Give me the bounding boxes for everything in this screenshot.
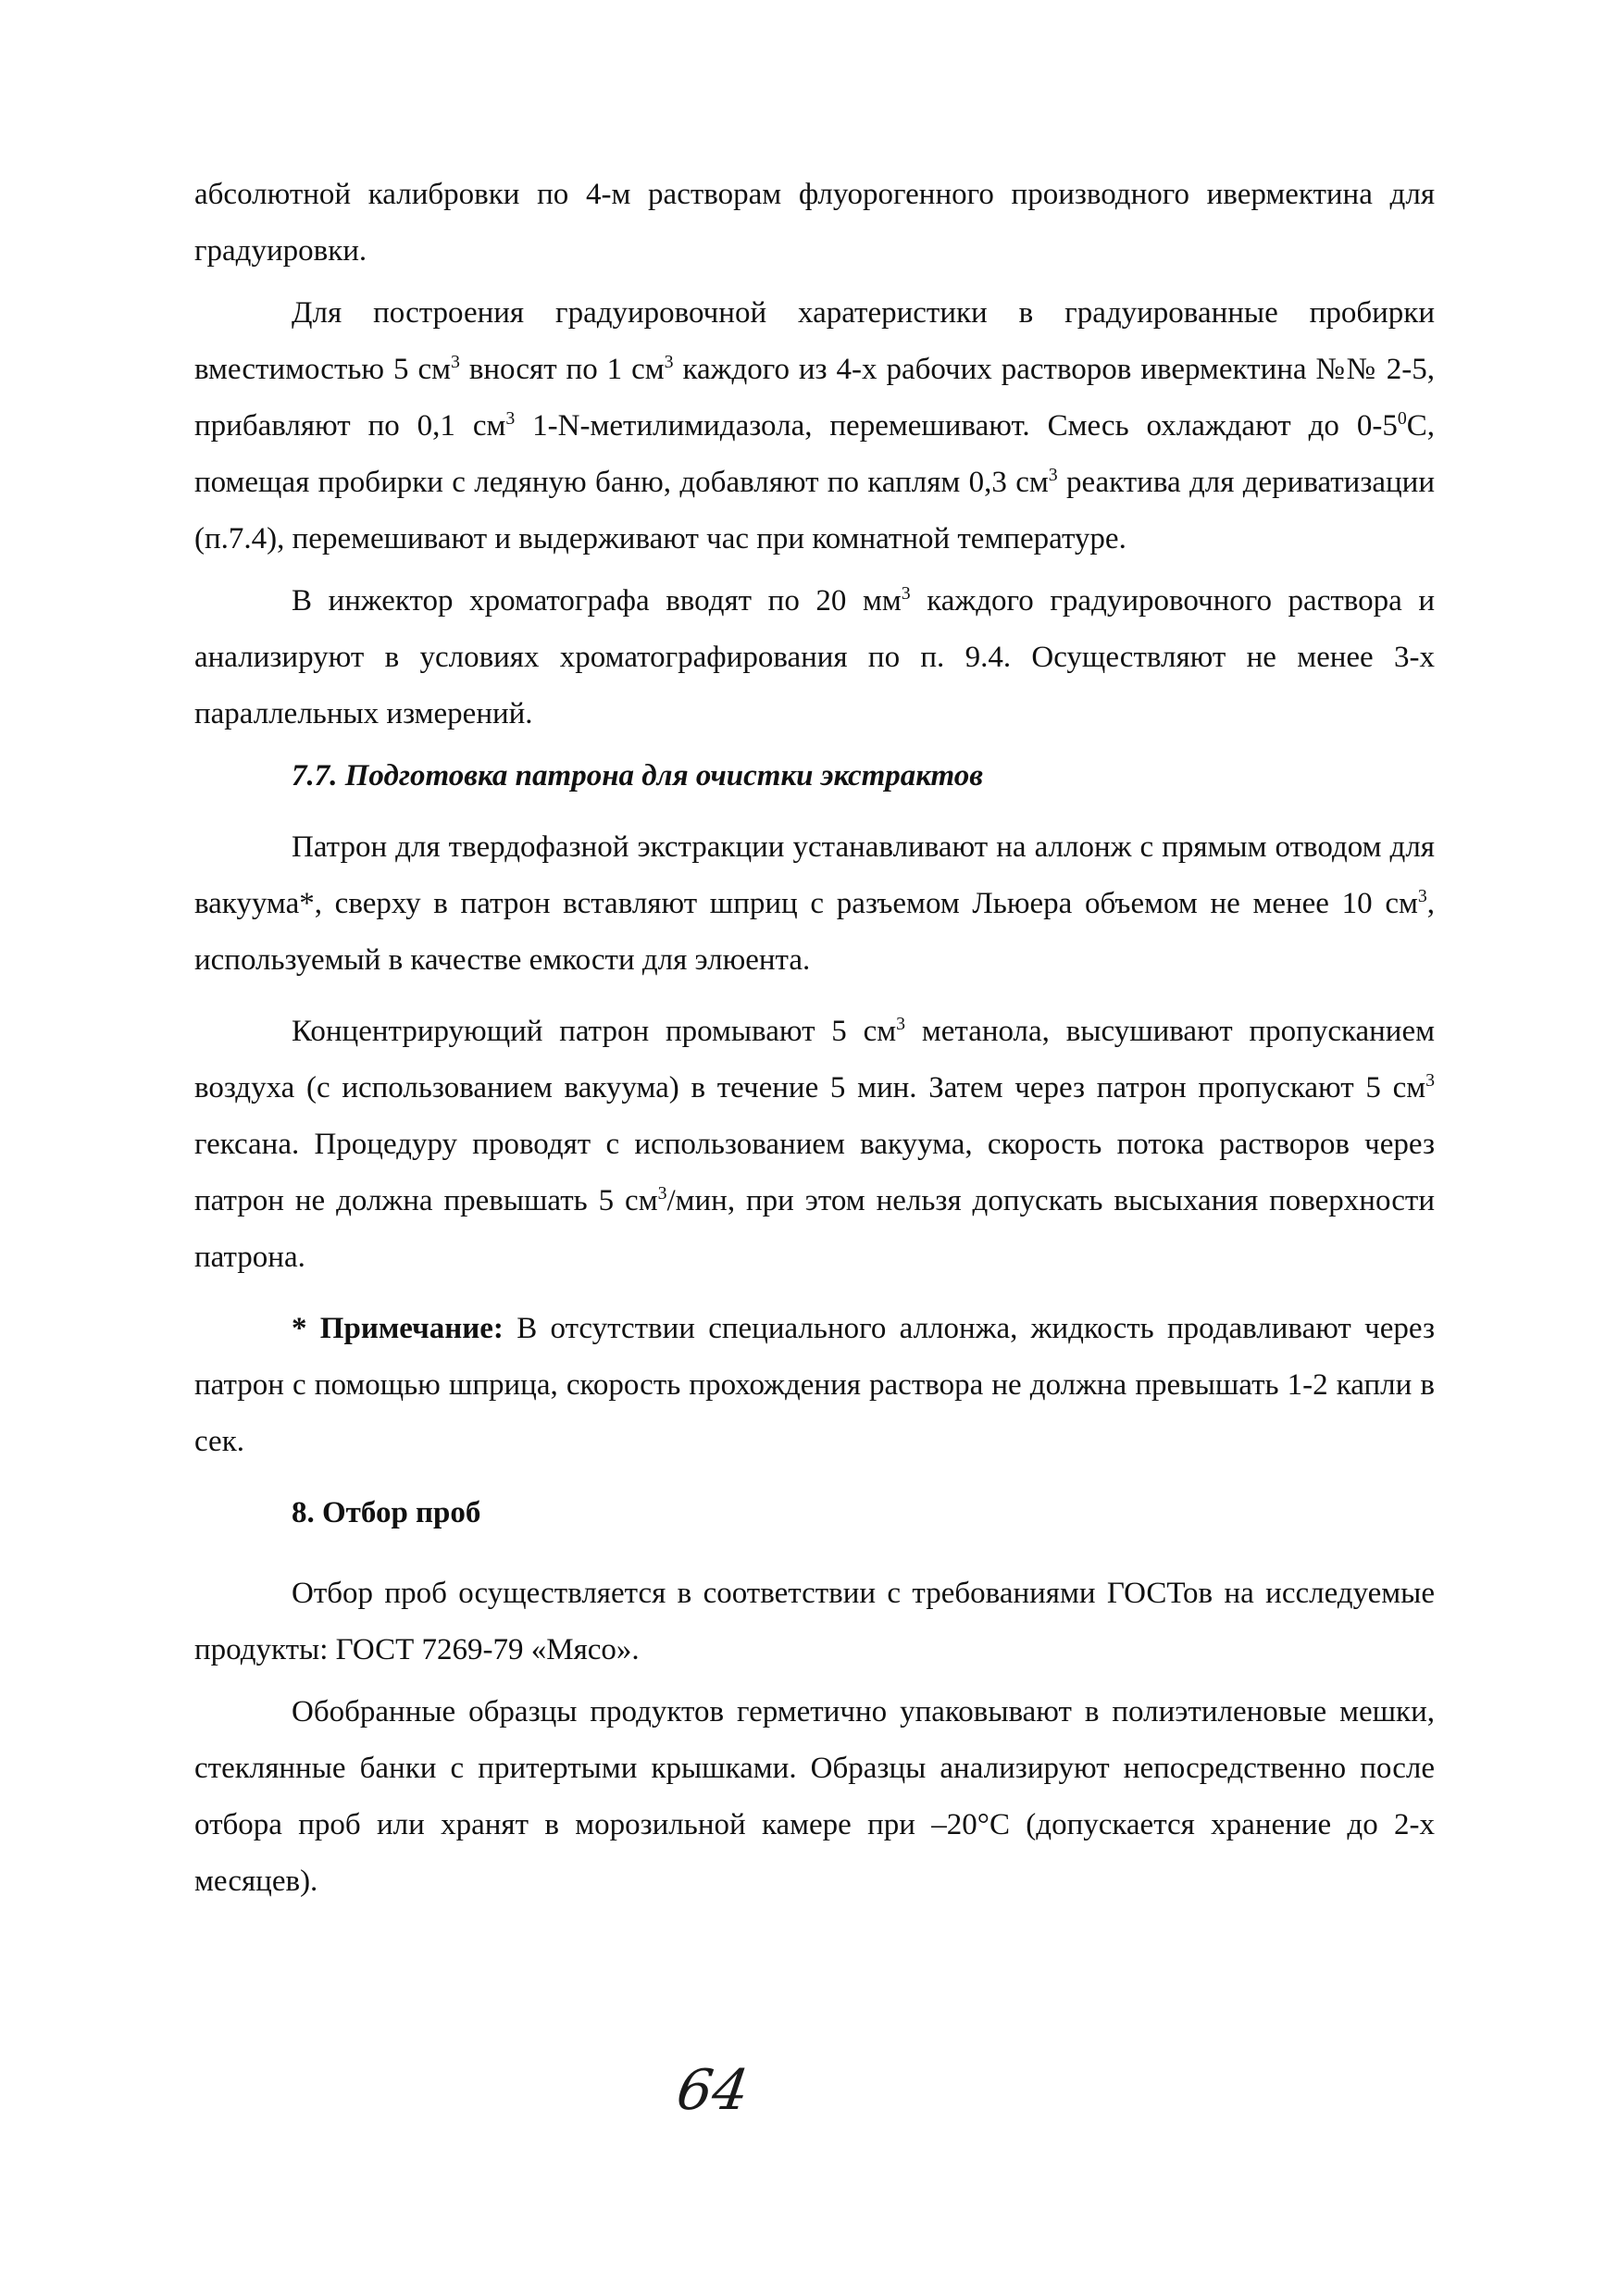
superscript: 3 <box>450 352 460 372</box>
paragraph-injection <box>194 573 1435 742</box>
text-run: 1-N-метилимидазола, перемешивают. Смесь охлаждают до 0-5 <box>515 409 1398 443</box>
superscript: 3 <box>664 352 674 372</box>
paragraph-calibration-end: абсолютной калибровки по 4-м растворам флуорогенного производного ивермектина для градуировки. <box>194 178 1435 268</box>
text-run: каждого градуировочного раствора и анализируют в условиях хроматографирования по п. 9.4. Осуществляют не менее 3-х параллельных измерений. <box>194 584 1436 730</box>
text-run: метанола, высушивают пропусканием воздуха (с использованием вакуума) в течение 5 мин. Затем через патрон пропускают 5 см <box>194 1015 1435 1104</box>
paragraph-cartridge-setup <box>194 819 1435 989</box>
note-label: * Примечание: <box>292 1312 504 1345</box>
section-heading-7-7: 7.7. Подготовка патрона для очистки экстрактов <box>292 759 984 792</box>
text-run: С, помещая пробирки с ледяную баню, добавляют по каплям 0,3 см <box>194 409 1435 499</box>
text-run: , используемый в качестве емкости для элюента. <box>194 887 1435 977</box>
text-run: /мин, при этом нельзя допускать высыхания поверхности патрона. <box>194 1184 1435 1274</box>
text-run: вносят по 1 см <box>459 353 665 386</box>
superscript: 3 <box>1048 465 1058 485</box>
text-run: каждого из 4-х рабочих растворов ивермектина №№ 2-5, прибавляют по 0,1 см <box>194 353 1435 443</box>
paragraph-calibration-procedure <box>194 285 1435 568</box>
document-page <box>194 167 1435 1910</box>
superscript: 3 <box>1417 886 1427 906</box>
text-run: реактива для дериватизации (п.7.4), перемешивают и выдерживают час при комнатной температуре. <box>194 466 1436 555</box>
paragraph-sampling: Отбор проб осуществляется в соответствии с требованиями ГОСТов на исследуемые продукты: ГОСТ 7269-79 «Мясо». <box>194 1577 1435 1666</box>
text-run: В инжектор хроматографа вводят по 20 мм <box>292 584 902 618</box>
paragraph-sample-storage: Обобранные образцы продуктов герметично упаковывают в полиэтиленовые мешки, стеклянные банки с притертыми крышками. Образцы анализируют непосредственно после отбора проб или хранят в морозильной камере при –20°С (допускается хранение до 2-х месяцев). <box>194 1695 1435 1898</box>
superscript: 3 <box>896 1014 906 1034</box>
superscript: 3 <box>505 408 516 429</box>
superscript: 3 <box>1425 1070 1435 1091</box>
paragraph-cartridge-conditioning <box>194 1004 1435 1286</box>
text-run: Патрон для твердофазной экстракции устанавливают на аллонж с прямым отводом для вакуума*, сверху в патрон вставляют шприц с разъемом Льюера объемом не менее 10 см <box>194 830 1435 920</box>
text-run: Для построения градуировочной харатеристики в градуированные пробирки вместимостью 5 см <box>194 296 1435 386</box>
superscript: 3 <box>901 583 911 604</box>
text-run: гексана. Процедуру проводят с использованием вакуума, скорость потока растворов через патрон не должна превышать 5 см <box>194 1128 1435 1217</box>
superscript: 3 <box>657 1183 667 1204</box>
page-number: 64 <box>672 2058 753 2123</box>
section-heading-8: 8. Отбор проб <box>292 1496 481 1529</box>
text-run: В отсутствии специального аллонжа, жидкость продавливают через патрон с помощью шприца, скорость прохождения раствора не должна превышать 1-2 капли в сек. <box>194 1312 1435 1458</box>
superscript: 0 <box>1397 408 1407 429</box>
paragraph-note <box>194 1301 1435 1470</box>
text-run: Концентрирующий патрон промывают 5 см <box>292 1015 897 1048</box>
